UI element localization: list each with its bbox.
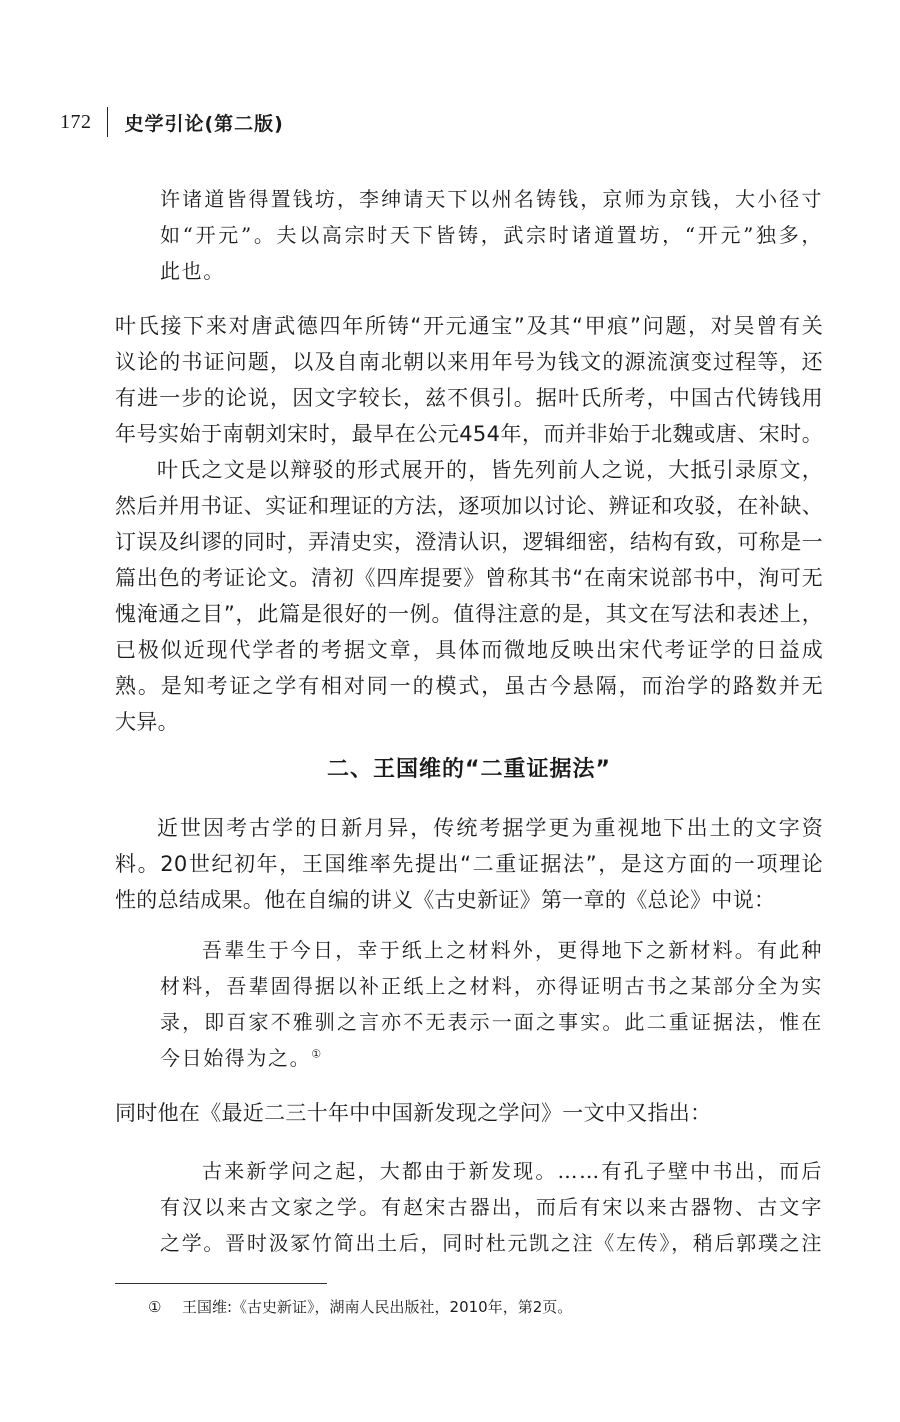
text-line: 料。20世纪初年，王国维率先提出“二重证据法”，是这方面的一项理论 [115, 852, 823, 876]
text-line: 如“开元”。夫以高宗时天下皆铸，武宗时诸道置坊，“开元”独多， [160, 223, 823, 247]
text-line: 年号实始于南朝刘宋时，最早在公元454年，而并非始于北魏或唐、宋时。 [115, 422, 823, 446]
section-heading: 二、王国维的“二重证据法” [327, 757, 611, 782]
footnote [148, 1296, 572, 1318]
book-title: 史学引论(第二版) [124, 112, 284, 135]
header-divider [107, 107, 108, 137]
text-line: 有汉以来古文家之学。有赵宋古器出，而后有宋以来古器物、古文字 [160, 1195, 823, 1219]
text-line: 愧淹通之目”，此篇是很好的一例。值得注意的是，其文在写法和表述上， [115, 602, 823, 626]
text-line: 熟。是知考证之学有相对同一的模式，虽古今悬隔，而治学的路数并无 [115, 674, 823, 698]
text-line: 然后并用书证、实证和理证的方法，逐项加以讨论、辨证和攻驳，在补缺、 [115, 494, 823, 518]
text-line: 有进一步的论说，因文字较长，兹不俱引。据叶氏所考，中国古代铸钱用 [115, 386, 823, 410]
text-line: 已极似近现代学者的考据文章，具体而微地反映出宋代考证学的日益成 [115, 638, 823, 662]
text-line: 订误及纠谬的同时，弄清史实，澄清认识，逻辑细密，结构有致，可称是一 [115, 530, 823, 554]
footnote-text: 王国维:《古史新证》，湖南人民出版社，2010年，第2页。 [182, 1298, 573, 1316]
text-fragment: 今日始得为之。 [160, 1046, 312, 1070]
running-header [60, 104, 284, 140]
text-line: 性的总结成果。他在自编的讲义《古史新证》第一章的《总论》中说： [115, 888, 776, 912]
paragraph-wang-second-source [115, 1095, 823, 1131]
paragraph-ye-method [115, 452, 823, 740]
page-number: 172 [60, 110, 92, 133]
text-line: 大异。 [115, 710, 179, 734]
text-line: 叶氏接下来对唐武德四年所铸“开元通宝”及其“甲痕”问题，对吴曾有关 [115, 314, 823, 338]
text-line: 近世因考古学的日新月异，传统考据学更为重视地下出土的文字资 [157, 816, 823, 840]
text-line: 古来新学问之起，大都由于新发现。……有孔子壁中书出，而后 [202, 1159, 823, 1183]
paragraph-ye-discussion [115, 308, 823, 452]
footnote-marker: ① [148, 1298, 162, 1316]
paragraph-wang-intro [115, 810, 823, 918]
text-line: 此也。 [160, 259, 225, 283]
text-line: 篇出色的考证论文。清初《四库提要》曾称其书“在南宋说部书中，洵可无 [115, 566, 823, 590]
text-line: 材料，吾辈固得据以补正纸上之材料，亦得证明古书之某部分全为实 [160, 974, 823, 998]
footnote-reference[interactable]: ① [311, 1047, 323, 1061]
text-line: 之学。晋时汲冢竹简出土后，同时杜元凯之注《左传》，稍后郭璞之注 [160, 1231, 823, 1255]
block-quote-continuation [160, 181, 823, 289]
footnote-divider [115, 1283, 327, 1284]
text-line: 许诸道皆得置钱坊，李绅请天下以州名铸钱，京师为京钱，大小径寸 [160, 187, 823, 211]
text-line: 吾辈生于今日，幸于纸上之材料外，更得地下之新材料。有此种 [202, 938, 823, 962]
text-line: 录，即百家不雅驯之言亦不无表示一面之事实。此二重证据法，惟在 [160, 1010, 823, 1034]
text-line: 同时他在《最近二三十年中中国新发现之学问》一文中又指出： [115, 1101, 712, 1125]
text-line: 议论的书证问题，以及自南北朝以来用年号为钱文的源流演变过程等，还 [115, 350, 823, 374]
text-line [160, 1040, 823, 1076]
text-line: 叶氏之文是以辩驳的形式展开的，皆先列前人之说，大抵引录原文， [157, 458, 823, 482]
block-quote-wang-1 [160, 932, 823, 1076]
block-quote-wang-2 [160, 1153, 823, 1261]
